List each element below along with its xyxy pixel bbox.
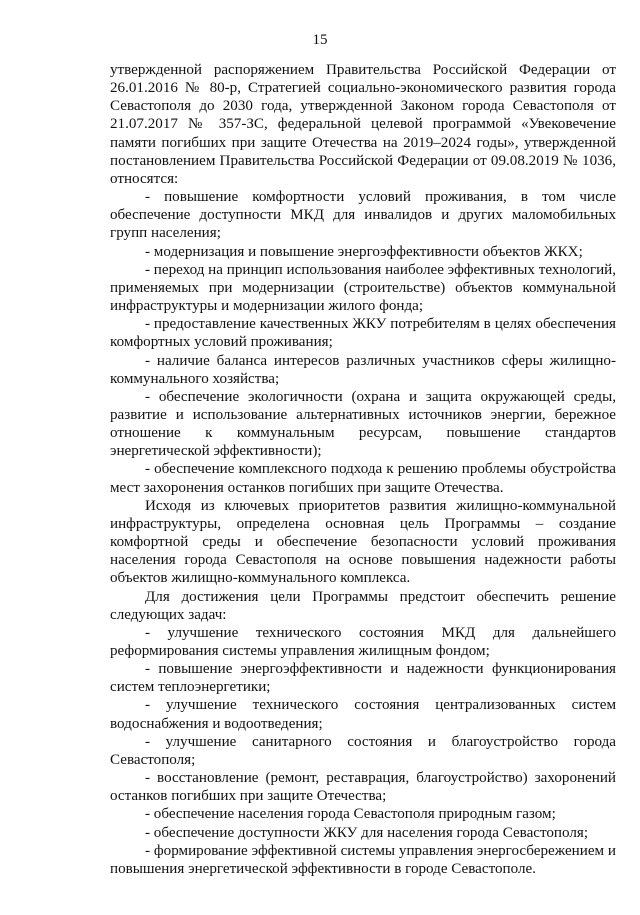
paragraph: - улучшение технического состояния централизованных систем водоснабжения и водоотведения; [110,697,616,732]
paragraph: - предоставление качественных ЖКУ потребителям в целях обеспечения комфортных условий проживания; [110,316,616,351]
paragraph: - улучшение санитарного состояния и благоустройство города Севастополя; [110,733,616,768]
paragraph: Для достижения цели Программы предстоит обеспечить решение следующих задач: [110,588,616,623]
paragraph: - модернизация и повышение энергоэффективности объектов ЖКХ; [145,243,583,260]
paragraph: - обеспечение комплексного подхода к решению проблемы обустройства мест захоронения останков погибших при защите Отечества. [110,461,616,496]
page-number: 15 [312,32,328,48]
paragraph: утвержденной распоряжением Правительства Российской Федерации от 26.01.2016 № 80-р, Стратегией социально-экономического развития города Севастополя до 2030 года, утвержденной Законом города Севастополя от 21.07.2017 № 357-ЗС, федеральной целевой программой «Увековечение памяти погибших при защите Отечества на 2019–2024 годы», утвержденной постановлением Правительства Российской Федерации от 09.08.2019 № 1036, относятся: [110,62,616,187]
paragraph: - повышение энергоэффективности и надежности функционирования систем теплоэнергетики; [110,661,616,696]
paragraph: - повышение комфортности условий проживания, в том числе обеспечение доступности МКД для инвалидов и других маломобильных групп населения; [110,189,616,242]
paragraph: - переход на принцип использования наиболее эффективных технологий, применяемых при модернизации (строительстве) объектов коммунальной инфраструктуры и модернизации жилого фонда; [110,261,616,315]
document-body [110,61,616,878]
paragraph: - формирование эффективной системы управления энергосбережением и повышения энергетической эффективности в городе Севастополе. [110,842,616,877]
paragraph: Исходя из ключевых приоритетов развития жилищно-коммунальной инфраструктуры, определена основная цель Программы – создание комфортной среды и обеспечение безопасности условий проживания населения города Севастополя на основе повышения надежности работы объектов жилищно-коммунального комплекса. [110,497,616,587]
paragraph: - обеспечение доступности ЖКУ для населения города Севастополя; [145,824,589,841]
paragraph: - наличие баланса интересов различных участников сферы жилищно-коммунального хозяйства; [110,352,616,387]
paragraph: - обеспечение населения города Севастополя природным газом; [145,806,556,823]
paragraph: - обеспечение экологичности (охрана и защита окружающей среды, развитие и использование альтернативных источников энергии, бережное отношение к коммунальным ресурсам, повышение стандартов энергетической эффективности); [110,388,616,460]
paragraph: - улучшение технического состояния МКД для дальнейшего реформирования системы управления жилищным фондом; [110,624,616,659]
paragraph: - восстановление (ремонт, реставрация, благоустройство) захоронений останков погибших при защите Отечества; [110,770,616,805]
